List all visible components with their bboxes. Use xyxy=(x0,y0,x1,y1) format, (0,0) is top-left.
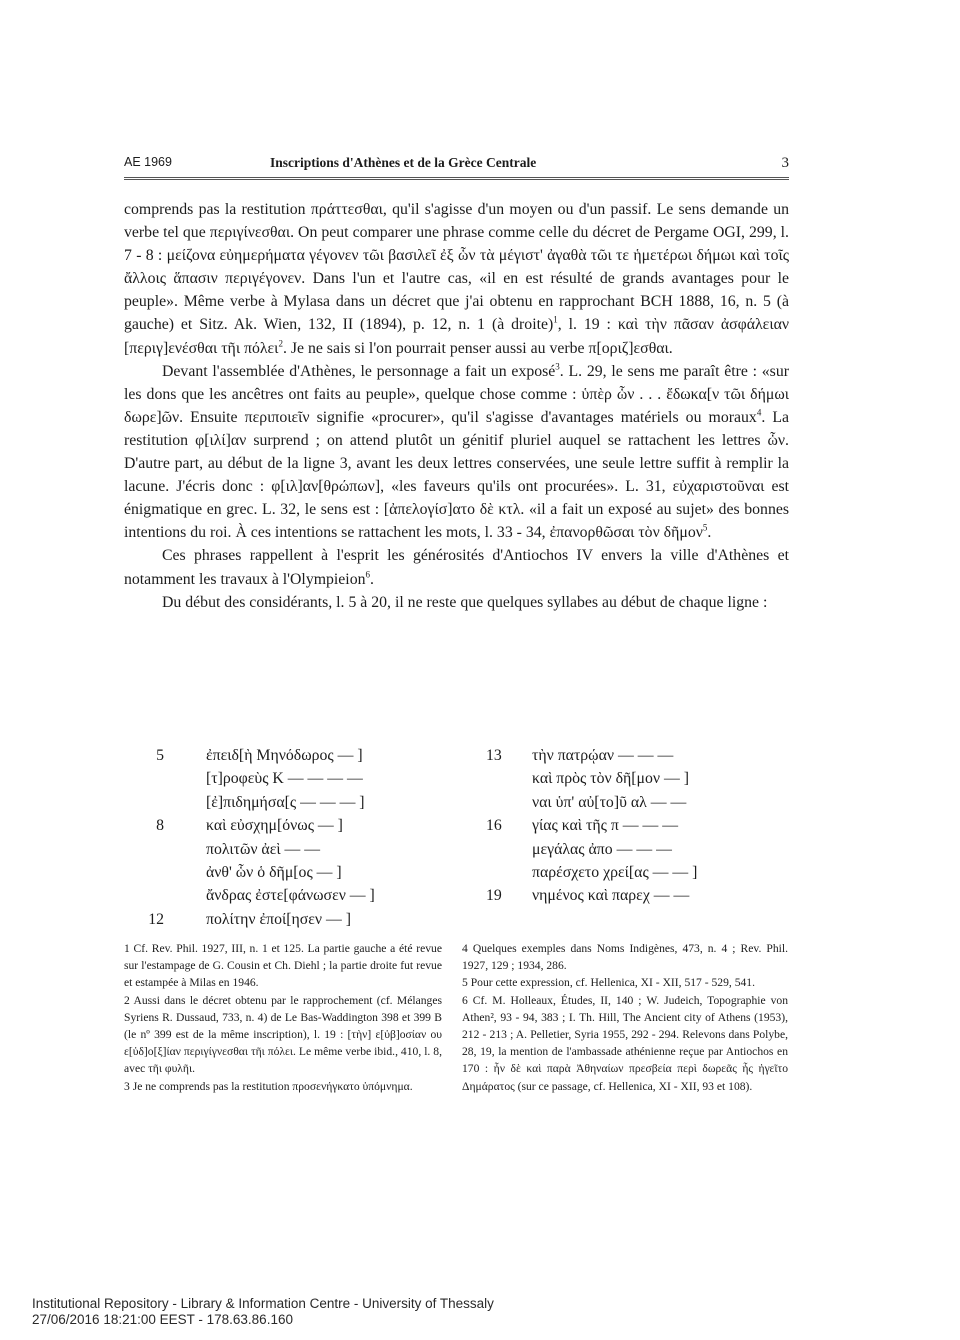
inscription-line xyxy=(124,814,464,837)
footnote-ref-5[interactable]: 5 xyxy=(702,523,708,534)
paragraph-4: Du début des considérants, l. 5 à 20, il ne reste que quelques syllabes au début de chaque ligne : xyxy=(162,593,768,611)
footnote-ref-4[interactable]: 4 xyxy=(756,407,762,418)
inscription-line xyxy=(124,908,464,931)
line-number: 12 xyxy=(148,910,164,928)
footnote-ref-1[interactable]: 1 xyxy=(553,315,558,326)
inscription-line xyxy=(124,744,464,767)
inscription-column-left xyxy=(124,744,464,931)
inscription-line xyxy=(486,814,786,837)
footnote-2: 2 Aussi dans le décret obtenu par le rapprochement (cf. Mélanges Syriens R. Dussaud, 733, n. 4) de Le Bas-Waddington 398 et 399 B (le nº 399 est de la même inscription), l. 19 : [τὴν] ε[ὐβ]οσίαν ου ε[ὐδ]ο[ξ]ίαν περιγίγνεσθαι τῆι πόλει. Le même verbe ibid., 410, l. 8, avec τῆι φυλῆι. xyxy=(124,993,442,1076)
line-text: πολίτην ἐποί[ησεν — ] xyxy=(206,910,352,928)
download-timestamp: 27/06/2016 18:21:00 EEST - 178.63.86.160 xyxy=(32,1312,293,1327)
header-rule xyxy=(124,177,789,180)
line-text: μεγάλας ἀπο — — — xyxy=(532,840,672,858)
inscription-line xyxy=(486,744,786,767)
line-number: 13 xyxy=(486,747,502,764)
line-text: νημένος καὶ παρεχ — — xyxy=(532,887,690,905)
inscription-line xyxy=(486,884,786,907)
line-text: καὶ πρὸς τὸν δῆ[μον — ] xyxy=(532,770,690,788)
footnote-ref-3[interactable]: 3 xyxy=(555,361,560,372)
line-text: ἀνθ' ὧν ὁ δῆμ[ος — ] xyxy=(206,863,342,881)
inscription-text xyxy=(124,744,789,934)
footnote-3: 3 Je ne comprends pas la restitution προσενήγκατο ὑπόμνημα. xyxy=(124,1079,413,1093)
line-number: 16 xyxy=(486,817,502,835)
footnote-4: 4 Quelques exemples dans Noms Indigènes, 473, n. 4 ; Rev. Phil. 1927, 129 ; 1934, 286. xyxy=(462,942,788,973)
running-title: Inscriptions d'Athènes et de la Grèce Centrale xyxy=(270,155,537,170)
inscription-line xyxy=(124,767,464,790)
line-text: [τ]ροφεὺς Κ — — — — xyxy=(206,770,363,788)
line-text: τὴν πατρῴαν — — — xyxy=(532,747,674,764)
footnote-6: 6 Cf. M. Holleaux, Études, II, 140 ; W. Judeich, Topographie von Athen², 93 - 94, 383 ; I. Th. Hill, The Ancient city of Athens (1953), 212 - 213 ; A. Pelletier, Syria 1955, 292 - 294. Relevons dans Polybe, 28, 19, la mention de l'ambassade athénienne reçue par Antiochos en 170 : ἦν δὲ καὶ παρὰ Ἀθηναίων πρεσβεία περὶ δωρεᾶς ἧς ἡγεῖτο Δημάρατος (sur ce passage, cf. Hellenica, XI - XII, 93 et 108). xyxy=(462,993,788,1093)
line-number: 5 xyxy=(156,747,164,764)
line-text: γίας καὶ τῆς π — — — xyxy=(532,817,679,835)
repository-watermark xyxy=(32,1296,494,1328)
inscription-line xyxy=(124,838,464,861)
inscription-line xyxy=(486,861,786,884)
line-number: 8 xyxy=(156,817,164,835)
footnote-5: 5 Pour cette expression, cf. Hellenica, XI - XII, 517 - 529, 541. xyxy=(462,976,755,990)
paragraph-3: Ces phrases rappellent à l'esprit les générosités d'Antiochos IV envers la ville d'Athènes et notamment les travaux à l'Olympieion$^6$. xyxy=(124,547,789,588)
line-number: 19 xyxy=(486,887,502,905)
footnote-ref-2[interactable]: 2 xyxy=(278,338,283,349)
journal-label: ΑΕ 1969 xyxy=(124,155,172,169)
line-text: ἄνδρας ἐστε[φάνωσεν — ] xyxy=(206,887,375,905)
page-number: 3 xyxy=(781,155,789,171)
inscription-line xyxy=(486,767,786,790)
footnote-1: 1 Cf. Rev. Phil. 1927, III, n. 1 et 125. La partie gauche a été revue sur l'estampage de G. Cousin et Ch. Diehl ; la partie droite fut revue et estampée à Milas en 1946. xyxy=(124,942,442,990)
inscription-line xyxy=(486,791,786,814)
line-text: παρέσχετο χρεί[ας — — ] xyxy=(532,863,698,881)
footnotes-right xyxy=(462,940,788,1095)
line-text: πολιτῶν ἀεὶ — — xyxy=(206,840,321,858)
inscription-line xyxy=(124,884,464,907)
line-text: ναι ὑπ' αὐ[το]ῦ αλ — — xyxy=(532,793,687,811)
paragraph-2: Devant l'assemblée d'Athènes, le personnage a fait un exposé$^3$. L. 29, le sens me paraît être : «sur les dons que les ancêtres ont faits au peuple», quelque chose comme : ὑπὲρ ὧν . . . ἔδωκα[ν τῶι δήμωι δωρε]ῶν. Ensuite περιποιεῖν signifie «procurer», qu'il s'agisse d'avantages matériels ou moraux$^4$. La restitution φ[ιλί]αν surprend ; on attend plutôt un génitif pluriel auquel se rattachent les lettres ὧν. D'autre part, au début de la ligne 3, avant les deux lettres conservées, une seule lettre suffit à remplir la lacune. J'écris donc : φ[ιλ]αν[θρώπων], «les faveurs qu'ils ont procurées». L. 31, εὐχαριστοῦναι est énigmatique en grec. L. 32, le sens est : [ἀπελογίσ]ατο δὲ κτλ. «il a fait un exposé au sujet» des bonnes intentions du roi. À ces intentions se rattachent les mots, l. 33 - 34, ἐπανορθῶσαι τὸν δῆμον$^5$. xyxy=(124,361,790,542)
inscription-line xyxy=(124,861,464,884)
line-text: [ἐ]πιδημήσα[ς — — — ] xyxy=(206,793,365,811)
main-text xyxy=(124,198,789,614)
line-text: ἐπειδ[ὴ Μηνόδωρος — ] xyxy=(206,747,363,764)
inscription-line xyxy=(124,791,464,814)
repository-name: Institutional Repository - Library & Information Centre - University of Thessaly xyxy=(32,1296,494,1311)
footnotes-left xyxy=(124,940,442,1095)
line-text: καὶ εὐσχημ[όνως — ] xyxy=(206,817,343,835)
footnote-ref-6[interactable]: 6 xyxy=(365,569,370,580)
inscription-line xyxy=(486,838,786,861)
paragraph-1: comprends pas la restitution πράττεσθαι, qu'il s'agisse d'un moyen ou d'un passif. Le sens demande un verbe tel que περιγίνεσθαι. On peut comparer une phrase comme celle du décret de Pergame OGI, 299, l. 7 - 8 : μείζονα εὐημερήματα γέγονεν τῶι βασιλεῖ ἐξ ὧν τὰ μέγιστ' ἀγαθὰ τῶι τε ἡμετέρωι δήμωι καὶ τοῖς ἄλλοις ἅπασιν περιγέγονεν. Dans l'un et l'autre cas, «il en est résulté de grands avantages pour le peuple». Même verbe à Mylasa dans un décret que j'ai obtenu en rapprochant BCH 1888, 16, n. 5 (à gauche) et Sitz. Ak. Wien, 132, II (1894), p. 12, n. 1 (à droite)$^1$, l. 19 : καὶ τὴν πᾶσαν ἀσφάλειαν [περιγ]ενέσθαι τῆι πόλει$^2$. Je ne sais si l'on pourrait penser aussi au verbe π[οριζ]εσθαι. xyxy=(124,201,789,357)
inscription-column-right xyxy=(486,744,786,908)
running-header xyxy=(124,155,789,173)
